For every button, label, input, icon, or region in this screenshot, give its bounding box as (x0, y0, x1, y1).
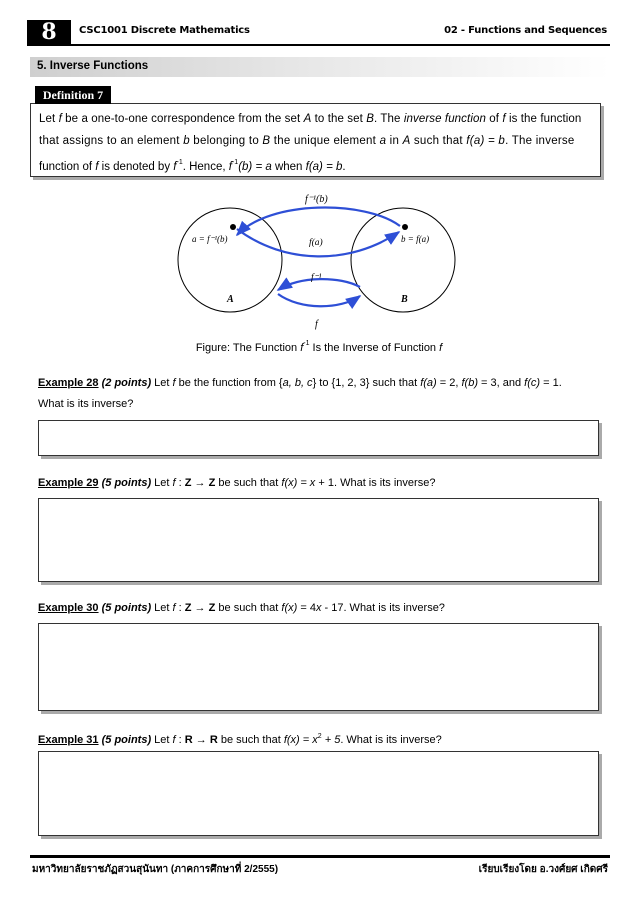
section-heading-bar (30, 57, 610, 77)
label-a-equals: a = f⁻¹(b) (192, 234, 228, 244)
example-29: Example 29 (5 points) Let f : Z → Z be such that f(x) = x + 1. What is its inverse? (38, 477, 436, 489)
answer-box-28[interactable] (38, 420, 599, 456)
page-footer (30, 855, 610, 875)
point-a (230, 224, 236, 230)
chapter-title: 02 - Functions and Sequences (444, 25, 607, 36)
inverse-function-diagram (175, 190, 465, 330)
lower-arrow-bottom (278, 294, 360, 306)
definition-box (30, 103, 601, 177)
label-f-inverse-b: f⁻¹(b) (305, 194, 328, 205)
label-f-a: f(a) (309, 238, 323, 248)
point-b (402, 224, 408, 230)
label-set-b: B (401, 294, 408, 305)
page-number: 8 (27, 20, 71, 44)
answer-box-31[interactable] (38, 751, 599, 836)
example-31: Example 31 (5 points) Let f : R → R be such that $f(x) = x^2 + 5$. What is its inverse? (38, 733, 442, 746)
inverse-arrow-top (237, 208, 400, 235)
section-title: 5. Inverse Functions (37, 60, 149, 72)
answer-box-29[interactable] (38, 498, 599, 582)
label-f: f (315, 319, 318, 330)
label-f-inverse: f⁻¹ (311, 273, 322, 283)
example-28: Example 28 (2 points) Let f be the function from {a, b, c} to {1, 2, 3} such that f(a) = 2, f(b) = 3, and f(c) = 1. What is its inverse? (38, 377, 562, 410)
label-set-a: A (227, 294, 234, 305)
label-b-equals: b = f(a) (401, 234, 430, 244)
answer-box-30[interactable] (38, 623, 599, 711)
footer-author: เรียบเรียงโดย อ.วงศ์ยศ เกิดศรี (478, 864, 608, 875)
figure-caption: Figure: The Function $f^{-1}$ Is the Inverse of Function f (195, 340, 443, 354)
page-header (27, 20, 610, 46)
definition-label: Definition 7 (35, 86, 111, 104)
example-30: Example 30 (5 points) Let f : Z → Z be such that f(x) = 4x - 17. What is its inverse? (38, 602, 445, 614)
footer-university: มหาวิทยาลัยราชภัฏสวนสุนันทา (ภาคการศึกษาที่ 2/2555) (32, 864, 279, 875)
definition-text: Let f be a one-to-one correspondence from the set A to the set B. The inverse function of f is the function that assigns to an element b belonging to B the unique element a in A such that f(a) = b. The inverse function of f is denoted by $f^{-1}$. Hence, $f^{-1}(b) = a$ when f(a) = b. (39, 113, 582, 173)
course-title: CSC1001 Discrete Mathematics (79, 25, 250, 36)
